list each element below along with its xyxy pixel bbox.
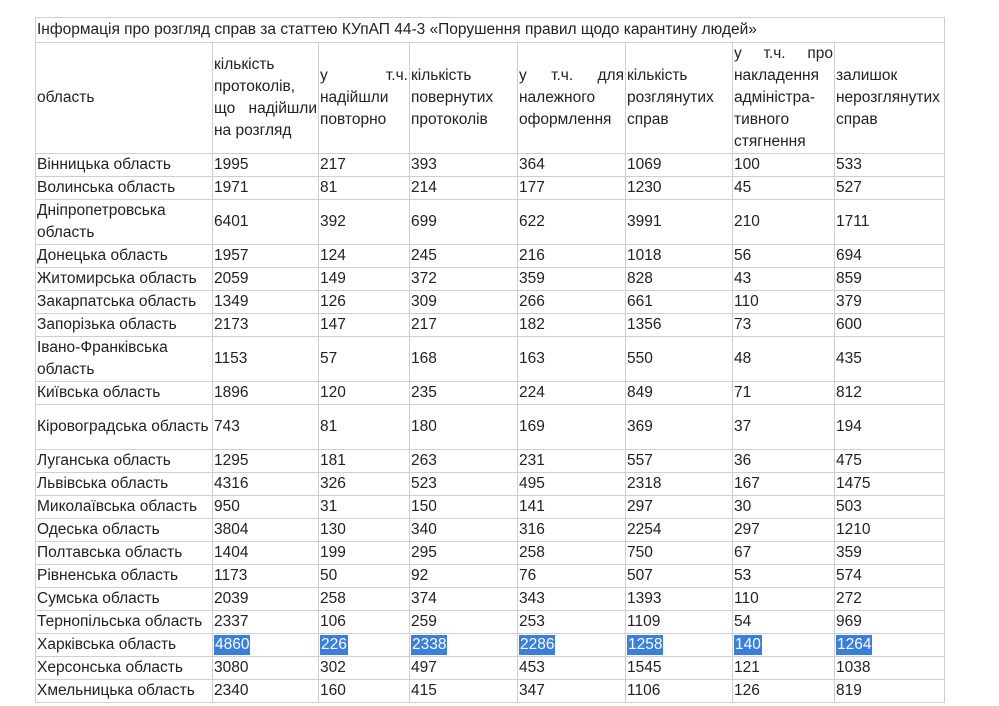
cell-region: Харківська область	[36, 634, 213, 657]
table-row	[36, 337, 945, 382]
cell-cases-considered: 750	[626, 542, 733, 565]
selected-text: 4860	[215, 636, 250, 653]
cell-cases-considered: 1230	[626, 177, 733, 200]
cell-received-repeatedly: 106	[319, 611, 410, 634]
cell-for-proper-registration: 364	[518, 154, 626, 177]
cell-administrative-penalty: 126	[733, 680, 835, 703]
cell-returned-protocols: 259	[410, 611, 518, 634]
cell-region: Дніпропетровська область	[36, 200, 213, 245]
table-row	[36, 542, 945, 565]
cell-cases-considered: 1109	[626, 611, 733, 634]
cell-received-repeatedly: 147	[319, 314, 410, 337]
cell-received-repeatedly: 181	[319, 450, 410, 473]
cell-region: Івано-Франківська область	[36, 337, 213, 382]
cell-returned-protocols	[410, 634, 518, 657]
cell-administrative-penalty: 30	[733, 496, 835, 519]
selected-text: 2286	[520, 636, 555, 653]
table-row	[36, 177, 945, 200]
selected-text: 2338	[412, 636, 447, 653]
cell-returned-protocols: 523	[410, 473, 518, 496]
cell-remaining-cases: 379	[835, 291, 945, 314]
cell-cases-considered: 1545	[626, 657, 733, 680]
cell-remaining-cases: 272	[835, 588, 945, 611]
cell-region: Херсонська область	[36, 657, 213, 680]
cell-received-repeatedly: 258	[319, 588, 410, 611]
cell-returned-protocols: 699	[410, 200, 518, 245]
table-row	[36, 565, 945, 588]
cell-administrative-penalty: 100	[733, 154, 835, 177]
cell-region: Луганська область	[36, 450, 213, 473]
cell-cases-considered: 1393	[626, 588, 733, 611]
cell-for-proper-registration: 163	[518, 337, 626, 382]
selected-text: 1264	[837, 636, 872, 653]
cell-for-proper-registration: 231	[518, 450, 626, 473]
cell-received-repeatedly: 57	[319, 337, 410, 382]
cell-returned-protocols: 217	[410, 314, 518, 337]
cell-region: Кіровоградська область	[36, 405, 213, 450]
column-header-region: область	[36, 43, 213, 154]
cell-region: Вінницька область	[36, 154, 213, 177]
table-row	[36, 680, 945, 703]
cell-cases-considered: 550	[626, 337, 733, 382]
cell-remaining-cases: 859	[835, 268, 945, 291]
cell-returned-protocols: 235	[410, 382, 518, 405]
cell-cases-considered: 1106	[626, 680, 733, 703]
cell-received-repeatedly: 199	[319, 542, 410, 565]
cell-cases-considered: 297	[626, 496, 733, 519]
cell-returned-protocols: 309	[410, 291, 518, 314]
cell-received-repeatedly: 31	[319, 496, 410, 519]
cell-protocols-received: 2340	[213, 680, 319, 703]
column-header-for-proper-registration: у т.ч. для належного оформлення	[518, 43, 626, 154]
column-header-cases-considered: кількість розглянутих справ	[626, 43, 733, 154]
cell-administrative-penalty: 53	[733, 565, 835, 588]
cell-region: Полтавська область	[36, 542, 213, 565]
cell-returned-protocols: 214	[410, 177, 518, 200]
cell-returned-protocols: 295	[410, 542, 518, 565]
column-header-protocols-received: кількість протоколів, що надійшли на розгляд	[213, 43, 319, 154]
cell-region: Волинська область	[36, 177, 213, 200]
cell-region: Київська область	[36, 382, 213, 405]
cell-protocols-received: 1404	[213, 542, 319, 565]
table-row	[36, 382, 945, 405]
cell-received-repeatedly: 50	[319, 565, 410, 588]
cell-received-repeatedly: 124	[319, 245, 410, 268]
cell-cases-considered: 661	[626, 291, 733, 314]
cell-protocols-received: 1971	[213, 177, 319, 200]
table-row	[36, 154, 945, 177]
cell-remaining-cases: 359	[835, 542, 945, 565]
cell-remaining-cases: 600	[835, 314, 945, 337]
cell-protocols-received: 1896	[213, 382, 319, 405]
cell-protocols-received: 1153	[213, 337, 319, 382]
cell-for-proper-registration: 216	[518, 245, 626, 268]
cell-protocols-received: 1995	[213, 154, 319, 177]
table-row	[36, 450, 945, 473]
cell-protocols-received: 1295	[213, 450, 319, 473]
table-row	[36, 268, 945, 291]
cell-cases-considered: 3991	[626, 200, 733, 245]
cell-received-repeatedly: 326	[319, 473, 410, 496]
cell-for-proper-registration: 177	[518, 177, 626, 200]
cell-cases-considered: 507	[626, 565, 733, 588]
cell-protocols-received: 1957	[213, 245, 319, 268]
cell-administrative-penalty: 54	[733, 611, 835, 634]
cell-returned-protocols: 374	[410, 588, 518, 611]
cell-cases-considered: 2254	[626, 519, 733, 542]
cell-for-proper-registration: 453	[518, 657, 626, 680]
cell-cases-considered: 2318	[626, 473, 733, 496]
cell-administrative-penalty: 43	[733, 268, 835, 291]
cell-returned-protocols: 340	[410, 519, 518, 542]
cell-region: Тернопільська область	[36, 611, 213, 634]
cell-for-proper-registration: 258	[518, 542, 626, 565]
cell-administrative-penalty: 167	[733, 473, 835, 496]
cell-administrative-penalty: 210	[733, 200, 835, 245]
cell-received-repeatedly: 149	[319, 268, 410, 291]
quarantine-cases-table	[35, 17, 945, 703]
cell-returned-protocols: 372	[410, 268, 518, 291]
cell-remaining-cases	[835, 634, 945, 657]
cell-received-repeatedly: 302	[319, 657, 410, 680]
cell-received-repeatedly: 81	[319, 177, 410, 200]
cell-received-repeatedly: 126	[319, 291, 410, 314]
cell-returned-protocols: 393	[410, 154, 518, 177]
cell-for-proper-registration: 622	[518, 200, 626, 245]
cell-protocols-received: 3080	[213, 657, 319, 680]
cell-returned-protocols: 263	[410, 450, 518, 473]
cell-remaining-cases: 969	[835, 611, 945, 634]
table-row	[36, 291, 945, 314]
cell-remaining-cases: 194	[835, 405, 945, 450]
cell-remaining-cases: 694	[835, 245, 945, 268]
cell-received-repeatedly: 130	[319, 519, 410, 542]
header-row	[36, 43, 945, 154]
cell-administrative-penalty: 36	[733, 450, 835, 473]
cell-returned-protocols: 180	[410, 405, 518, 450]
table-row	[36, 634, 945, 657]
cell-administrative-penalty: 71	[733, 382, 835, 405]
cell-for-proper-registration: 253	[518, 611, 626, 634]
cell-administrative-penalty: 37	[733, 405, 835, 450]
table-row	[36, 611, 945, 634]
cell-remaining-cases: 812	[835, 382, 945, 405]
cell-cases-considered: 557	[626, 450, 733, 473]
cell-protocols-received: 2173	[213, 314, 319, 337]
cell-remaining-cases: 1210	[835, 519, 945, 542]
table-row	[36, 657, 945, 680]
table-body	[36, 154, 945, 703]
cell-administrative-penalty: 73	[733, 314, 835, 337]
cell-administrative-penalty	[733, 634, 835, 657]
selected-text: 140	[735, 636, 761, 653]
data-table-container	[35, 17, 945, 703]
cell-cases-considered: 849	[626, 382, 733, 405]
cell-for-proper-registration: 359	[518, 268, 626, 291]
table-row	[36, 314, 945, 337]
cell-remaining-cases: 527	[835, 177, 945, 200]
cell-remaining-cases: 533	[835, 154, 945, 177]
cell-for-proper-registration: 266	[518, 291, 626, 314]
cell-region: Донецька область	[36, 245, 213, 268]
cell-protocols-received: 743	[213, 405, 319, 450]
selected-text: 1258	[628, 636, 663, 653]
cell-protocols-received: 6401	[213, 200, 319, 245]
cell-for-proper-registration: 141	[518, 496, 626, 519]
table-title: Інформація про розгляд справ за статтею КУпАП 44-3 «Порушення правил щодо карантину людей»	[36, 18, 945, 43]
cell-region: Одеська область	[36, 519, 213, 542]
table-row	[36, 588, 945, 611]
cell-remaining-cases: 574	[835, 565, 945, 588]
cell-region: Закарпатська область	[36, 291, 213, 314]
cell-protocols-received: 1173	[213, 565, 319, 588]
cell-returned-protocols: 92	[410, 565, 518, 588]
column-header-remaining-cases: залишок нерозглянутих справ	[835, 43, 945, 154]
cell-received-repeatedly	[319, 634, 410, 657]
cell-region: Рівненська область	[36, 565, 213, 588]
cell-for-proper-registration: 224	[518, 382, 626, 405]
cell-protocols-received: 4316	[213, 473, 319, 496]
cell-remaining-cases: 819	[835, 680, 945, 703]
cell-for-proper-registration: 343	[518, 588, 626, 611]
cell-received-repeatedly: 160	[319, 680, 410, 703]
cell-region: Миколаївська область	[36, 496, 213, 519]
cell-region: Хмельницька область	[36, 680, 213, 703]
table-row	[36, 405, 945, 450]
cell-for-proper-registration: 495	[518, 473, 626, 496]
cell-administrative-penalty: 67	[733, 542, 835, 565]
table-row	[36, 245, 945, 268]
cell-returned-protocols: 415	[410, 680, 518, 703]
cell-remaining-cases: 1475	[835, 473, 945, 496]
table-row	[36, 473, 945, 496]
cell-protocols-received	[213, 634, 319, 657]
cell-administrative-penalty: 121	[733, 657, 835, 680]
cell-remaining-cases: 503	[835, 496, 945, 519]
cell-protocols-received: 2337	[213, 611, 319, 634]
cell-returned-protocols: 497	[410, 657, 518, 680]
table-row	[36, 200, 945, 245]
cell-region: Сумська область	[36, 588, 213, 611]
cell-region: Житомирська область	[36, 268, 213, 291]
cell-protocols-received: 3804	[213, 519, 319, 542]
cell-administrative-penalty: 297	[733, 519, 835, 542]
cell-returned-protocols: 168	[410, 337, 518, 382]
cell-for-proper-registration: 169	[518, 405, 626, 450]
cell-returned-protocols: 150	[410, 496, 518, 519]
cell-protocols-received: 1349	[213, 291, 319, 314]
cell-region: Запорізька область	[36, 314, 213, 337]
column-header-received-repeatedly: у т.ч. надійшли повторно	[319, 43, 410, 154]
cell-protocols-received: 2039	[213, 588, 319, 611]
cell-for-proper-registration: 316	[518, 519, 626, 542]
selected-text: 226	[321, 636, 347, 653]
cell-remaining-cases: 1038	[835, 657, 945, 680]
cell-for-proper-registration: 182	[518, 314, 626, 337]
table-row	[36, 496, 945, 519]
cell-cases-considered: 1069	[626, 154, 733, 177]
cell-returned-protocols: 245	[410, 245, 518, 268]
cell-administrative-penalty: 45	[733, 177, 835, 200]
cell-remaining-cases: 475	[835, 450, 945, 473]
cell-received-repeatedly: 81	[319, 405, 410, 450]
cell-administrative-penalty: 110	[733, 291, 835, 314]
cell-protocols-received: 2059	[213, 268, 319, 291]
cell-cases-considered: 1018	[626, 245, 733, 268]
cell-remaining-cases: 435	[835, 337, 945, 382]
cell-administrative-penalty: 48	[733, 337, 835, 382]
cell-administrative-penalty: 110	[733, 588, 835, 611]
cell-cases-considered: 828	[626, 268, 733, 291]
column-header-administrative-penalty: у т.ч. про накладення адміністра-тивного стягнення	[733, 43, 835, 154]
cell-for-proper-registration: 347	[518, 680, 626, 703]
cell-for-proper-registration	[518, 634, 626, 657]
cell-cases-considered: 369	[626, 405, 733, 450]
cell-received-repeatedly: 120	[319, 382, 410, 405]
cell-administrative-penalty: 56	[733, 245, 835, 268]
table-row	[36, 519, 945, 542]
cell-received-repeatedly: 392	[319, 200, 410, 245]
cell-cases-considered: 1356	[626, 314, 733, 337]
column-header-returned-protocols: кількість повернутих протоколів	[410, 43, 518, 154]
cell-protocols-received: 950	[213, 496, 319, 519]
cell-for-proper-registration: 76	[518, 565, 626, 588]
cell-region: Львівська область	[36, 473, 213, 496]
cell-cases-considered	[626, 634, 733, 657]
cell-received-repeatedly: 217	[319, 154, 410, 177]
cell-remaining-cases: 1711	[835, 200, 945, 245]
